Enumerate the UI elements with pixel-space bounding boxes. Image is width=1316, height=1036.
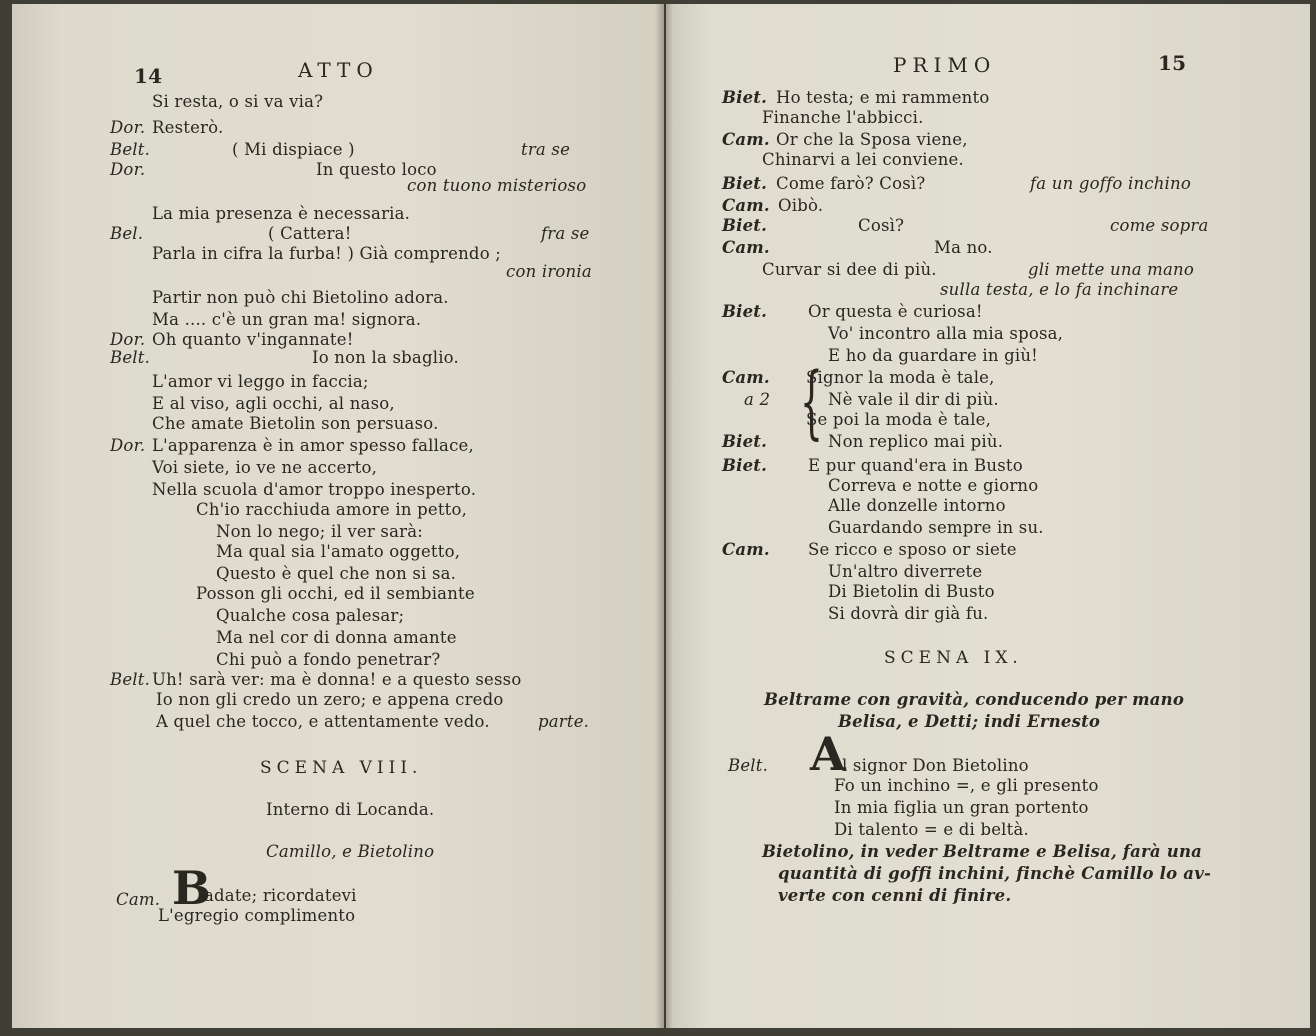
stage-direction: fa un goffo inchino xyxy=(1030,174,1191,193)
stage-direction: parte. xyxy=(538,712,590,731)
verse-line: Or questa è curiosa! xyxy=(808,302,983,321)
speaker-label: Cam. xyxy=(722,368,770,387)
stage-direction: Bietolino, in veder Beltrame e Belisa, farà una xyxy=(762,842,1203,861)
verse-line: Finanche l'abbicci. xyxy=(762,108,924,127)
duet-brace-icon: { xyxy=(800,355,824,448)
speaker-label: Cam. xyxy=(722,238,770,257)
verse-line: l signor Don Bietolino xyxy=(842,756,1029,775)
verse-line: Chinarvi a lei conviene. xyxy=(762,150,964,169)
page-number: 15 xyxy=(1158,51,1187,75)
verse-line: Un'altro diverrete xyxy=(828,562,983,581)
speaker-label: Dor. xyxy=(110,436,146,455)
verse-line: Alle donzelle intorno xyxy=(828,496,1006,515)
verse-line: Non lo nego; il ver sarà: xyxy=(216,522,423,541)
scene-characters: Camillo, e Bietolino xyxy=(266,842,435,861)
verse-line: Qualche cosa palesar; xyxy=(216,606,405,625)
verse-line: E al viso, agli occhi, al naso, xyxy=(152,394,395,413)
verse-line: Ma nel cor di donna amante xyxy=(216,628,457,647)
verse-line: Correva e notte e giorno xyxy=(828,476,1039,495)
speaker-label: Biet. xyxy=(722,216,768,235)
verse-line: Ma qual sia l'amato oggetto, xyxy=(216,542,461,561)
verse-line: Oibò. xyxy=(778,196,824,215)
verse-line: Se ricco e sposo or siete xyxy=(808,540,1017,559)
verse-line: L'apparenza è in amor spesso fallace, xyxy=(152,436,474,455)
speaker-label: a 2 xyxy=(744,390,771,409)
speaker-label: Cam. xyxy=(722,130,770,149)
verse-line: Io non la sbaglio. xyxy=(312,348,459,367)
verse-line: Resterò. xyxy=(152,118,224,137)
verse-line: Nè vale il dir di più. xyxy=(828,390,999,409)
verse-line: Si resta, o si va via? xyxy=(152,92,324,111)
verse-line: ( Mi dispiace ) xyxy=(232,140,355,159)
verse-line: Or che la Sposa viene, xyxy=(776,130,968,149)
stage-direction: verte con cenni di finire. xyxy=(778,886,1012,905)
verse-line: Di Bietolin di Busto xyxy=(828,582,995,601)
stage-direction: sulla testa, e lo fa inchinare xyxy=(940,280,1179,299)
verse-line: Ma no. xyxy=(934,238,993,257)
verse-line: In mia figlia un gran portento xyxy=(834,798,1089,817)
verse-line: Nella scuola d'amor troppo inesperto. xyxy=(152,480,477,499)
speaker-label: Belt. xyxy=(110,670,151,689)
verse-line: Chi può a fondo penetrar? xyxy=(216,650,441,669)
running-head: ATTO xyxy=(298,58,379,82)
stage-direction: come sopra xyxy=(1110,216,1209,235)
speaker-label: Cam. xyxy=(722,540,770,559)
stage-direction: Belisa, e Detti; indi Ernesto xyxy=(838,712,1101,731)
speaker-label: Dor. xyxy=(110,330,146,349)
stage-direction: tra se xyxy=(521,140,571,159)
verse-line: Ho testa; e mi rammento xyxy=(776,88,990,107)
verse-line: Si dovrà dir già fu. xyxy=(828,604,989,623)
verse-line: Che amate Bietolin son persuaso. xyxy=(152,414,439,433)
verse-line: Se poi la moda è tale, xyxy=(806,410,992,429)
verse-line: Questo è quel che non si sa. xyxy=(216,564,457,583)
stage-direction: Beltrame con gravità, conducendo per mano xyxy=(764,690,1185,709)
verse-line: L'amor vi leggo in faccia; xyxy=(152,372,369,391)
verse-line: adate; ricordatevi xyxy=(204,886,357,905)
verse-line: Posson gli occhi, ed il sembiante xyxy=(196,584,475,603)
verse-line: Ch'io racchiuda amore in petto, xyxy=(196,500,468,519)
speaker-label: Dor. xyxy=(110,160,146,179)
drop-cap: A xyxy=(810,727,846,781)
verse-line: Di talento = e di beltà. xyxy=(834,820,1029,839)
speaker-label: Belt. xyxy=(110,140,151,159)
speaker-label: Biet. xyxy=(722,432,768,451)
verse-line: Voi siete, io ve ne accerto, xyxy=(152,458,378,477)
speaker-label: Bel. xyxy=(110,224,144,243)
speaker-label: Cam. xyxy=(722,196,770,215)
page-number: 14 xyxy=(134,64,163,88)
speaker-label: Biet. xyxy=(722,174,768,193)
stage-direction: quantità di goffi inchini, finchè Camillo lo av- xyxy=(778,864,1212,883)
verse-line: A quel che tocco, e attentamente vedo. xyxy=(156,712,490,731)
book-gutter xyxy=(655,0,673,1036)
speaker-label: Biet. xyxy=(722,302,768,321)
verse-line: Fo un inchino =, e gli presento xyxy=(834,776,1099,795)
verse-line: E pur quand'era in Busto xyxy=(808,456,1023,475)
verse-line: Io non gli credo un zero; e appena credo xyxy=(156,690,504,709)
scene-title: SCENA VIII. xyxy=(260,758,423,778)
verse-line: Oh quanto v'ingannate! xyxy=(152,330,354,349)
scene-setting: Interno di Locanda. xyxy=(266,800,435,819)
verse-line: Partir non può chi Bietolino adora. xyxy=(152,288,449,307)
scene-title: SCENA IX. xyxy=(884,648,1023,668)
speaker-label: Biet. xyxy=(722,456,768,475)
stage-direction: fra se xyxy=(541,224,590,243)
verse-line: ( Cattera! xyxy=(268,224,352,243)
stage-direction: con ironia xyxy=(506,262,592,281)
verse-line: La mia presenza è necessaria. xyxy=(152,204,411,223)
verse-line: Signor la moda è tale, xyxy=(806,368,995,387)
verse-line: Così? xyxy=(858,216,905,235)
verse-line: L'egregio complimento xyxy=(158,906,356,925)
verse-line: Vo' incontro alla mia sposa, xyxy=(828,324,1064,343)
verse-line: Non replico mai più. xyxy=(828,432,1004,451)
verse-line: Come farò? Così? xyxy=(776,174,926,193)
verse-line: Parla in cifra la furba! ) Già comprendo ; xyxy=(152,244,502,263)
stage-direction: con tuono misterioso xyxy=(407,176,587,195)
speaker-label: Belt. xyxy=(728,756,769,775)
speaker-label: Belt. xyxy=(110,348,151,367)
verse-line: In questo loco xyxy=(316,160,437,179)
verse-line: Ma .... c'è un gran ma! signora. xyxy=(152,310,422,329)
speaker-label: Biet. xyxy=(722,88,768,107)
verse-line: Curvar si dee di più. xyxy=(762,260,937,279)
verse-line: E ho da guardare in giù! xyxy=(828,346,1038,365)
speaker-label: Dor. xyxy=(110,118,146,137)
verse-line: Uh! sarà ver: ma è donna! e a questo sesso xyxy=(152,670,522,689)
stage-direction: gli mette una mano xyxy=(1028,260,1195,279)
running-head: PRIMO xyxy=(893,53,997,77)
drop-cap: B xyxy=(172,861,212,915)
speaker-label: Cam. xyxy=(116,890,161,909)
verse-line: Guardando sempre in su. xyxy=(828,518,1044,537)
